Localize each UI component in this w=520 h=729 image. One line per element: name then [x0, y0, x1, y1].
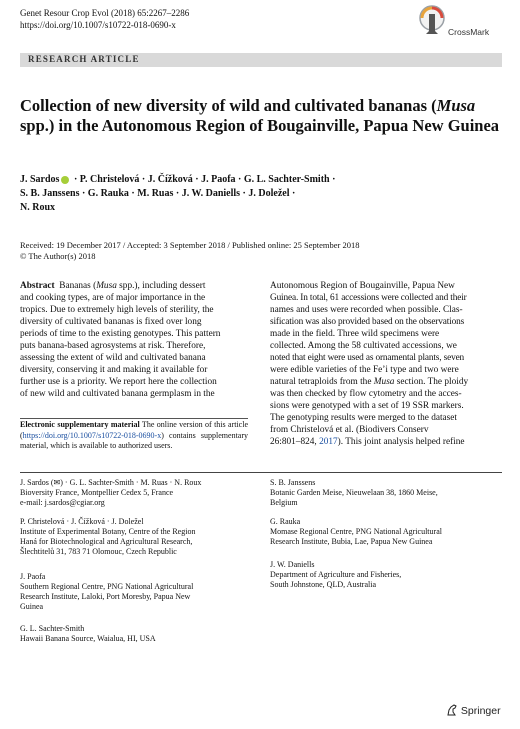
- article-title: Collection of new diversity of wild and cultivated bananas (Musa spp.) in the Autonomous Region of Bougainville, Papua New Guinea: [20, 96, 500, 135]
- article-type-band: [20, 53, 502, 67]
- crossmark-label: CrossMark: [448, 27, 490, 37]
- springer-horse-icon: [446, 704, 458, 716]
- abstract-left: Abstract Bananas (Musa spp.), including dessert and cooking types, are of major importance in the tropics. Due to extremely high levels of sterility, the diversity of cultivated bananas is fixed over long periods of time to the existing genotypes. This pattern puts banana-based agrosystems at risk. Therefore, assessing the extent of wild and cultivated banana diversity, conserving it and making it available for further use is a priority. We report here the collection of new wild and cultivated banana germplasm in the: [20, 281, 221, 399]
- author-sardos[interactable]: J. Sardos: [20, 174, 60, 185]
- affiliation-meise: S. B. Janssens Botanic Garden Meise, Nieuwelaan 38, 1860 Meise, Belgium: [270, 478, 438, 507]
- affiliation-daniells: J. W. Daniells Department of Agriculture and Fisheries, South Johnstone, QLD, Australia: [270, 560, 402, 589]
- abstract-heading: Abstract: [20, 281, 55, 291]
- doi-link[interactable]: https://doi.org/10.1007/s10722-018-0690-x: [20, 20, 176, 30]
- affiliation-paofa: J. Paofa Southern Regional Centre, PNG National Agricultural Research Institute, Laloki, Port Moresby, Papua New Guinea: [20, 572, 194, 611]
- copyright: © The Author(s) 2018: [20, 251, 96, 261]
- esm-link[interactable]: https://doi.org/10.1007/s10722-018-0690-x: [22, 430, 162, 440]
- author-line-3: N. Roux: [20, 202, 56, 213]
- crossmark-icon: [418, 4, 446, 42]
- journal-citation: Genet Resour Crop Evol (2018) 65:2267–2286: [20, 8, 190, 18]
- author-line-2: S. B. Janssens · G. Rauka · M. Ruas · J. W. Daniells · J. Doležel ·: [20, 188, 296, 199]
- esm-divider: [20, 418, 248, 419]
- affiliation-bioversity: J. Sardos (✉) · G. L. Sachter-Smith · M. Ruas · N. Roux Bioversity France, Montpellier Cedex 5, France e-mail: j.sardos@cgiar.org: [20, 478, 248, 508]
- email-link[interactable]: e-mail: j.sardos@cgiar.org: [20, 498, 105, 507]
- orcid-icon[interactable]: [61, 176, 69, 184]
- affiliation-momase: G. Rauka Momase Regional Centre, PNG National Agricultural Research Institute, Bubia, Lae, Papua New Guinea: [270, 517, 442, 546]
- esm-note: Electronic supplementary material The online version of this article (https://doi.org/10.1007/s10722-018-0690-x) contains supplementary material, which is available to authorized users.: [20, 420, 248, 450]
- publication-dates: Received: 19 December 2017 / Accepted: 3 September 2018 / Published online: 25 September 2018 © The Author(s) 2018: [20, 240, 500, 262]
- article-type: RESEARCH ARTICLE: [28, 54, 140, 64]
- affiliation-hawaii: G. L. Sachter-Smith Hawaii Banana Source, Waialua, HI, USA: [20, 624, 156, 643]
- affiliation-olomouc: P. Christelová · J. Čížková · J. Doležel Institute of Experimental Botany, Centre of the Region Haná for Biotechnological and Agricultural Research, Šlechtitelů 31, 783 71 Olomouc, Czech Republic: [20, 517, 196, 556]
- citation-link-2017[interactable]: 2017: [319, 437, 338, 447]
- affiliation-divider: [20, 472, 502, 473]
- springer-logo: Springer: [446, 704, 501, 717]
- author-list: J. Sardos · P. Christelová · J. Čížková · J. Paofa · G. L. Sachter-Smith · S. B. Janssens · G. Rauka · M. Ruas · J. W. Daniells · J. Doležel · N. Roux: [20, 173, 500, 215]
- abstract-right: Autonomous Region of Bougainville, Papua New Guinea. In total, 61 accessions were collected and their names and uses were recorded when possible. Clas- sification was also provided based on the observations made in the field. Three wild specimens were collected. Among the 58 cultivated accessions, we noted that eight were used as ornamental plants, seven were edible varieties of the Fe’i type and two were natural tetraploids from the Musa section. The ploidy was then checked by flow cytometry and the acces- sions were genotyped with a set of 19 SSR markers. The genotyping results were merged to the dataset from Christelová et al. (Biodivers Conserv 26:801–824, 2017). This joint analysis helped refine: [270, 281, 469, 447]
- crossmark-badge[interactable]: [418, 4, 508, 44]
